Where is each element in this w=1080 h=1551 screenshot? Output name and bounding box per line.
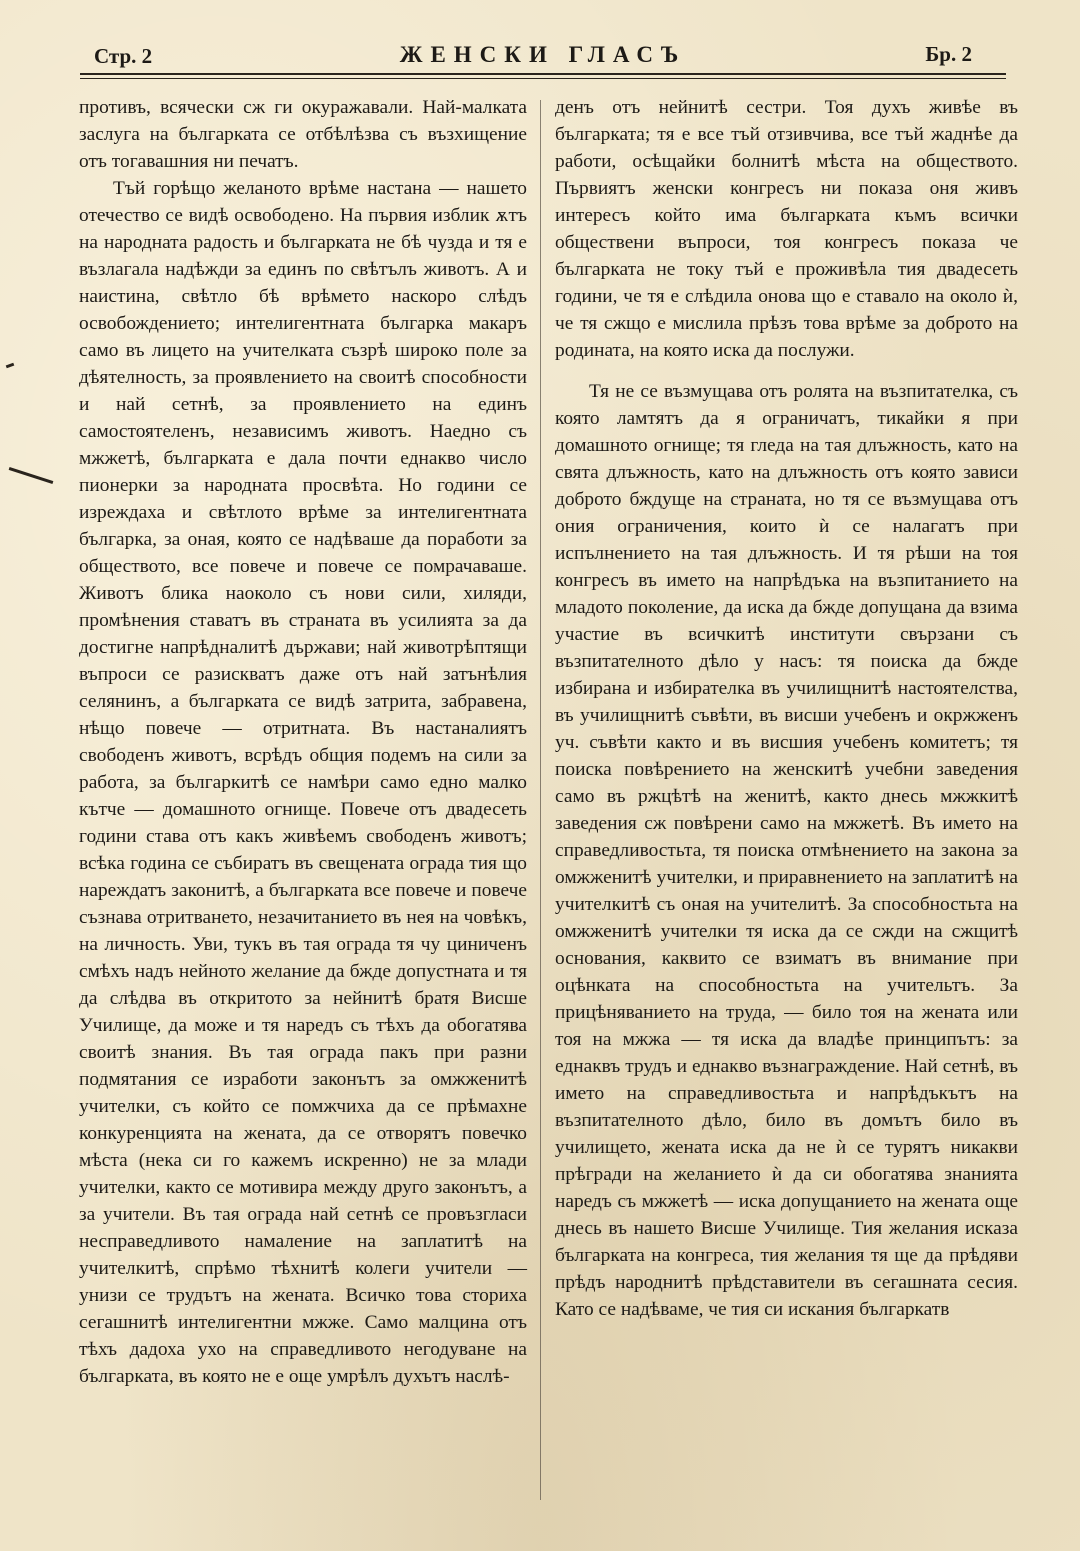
left-column	[79, 94, 527, 1390]
right-column	[555, 94, 1018, 1323]
paragraph: Тъй горѣщо желаното врѣме настана — нашето отечество се видѣ освободено. На първия изблик ѫтъ на народната радость и българката не бѣ чузда и тя е възлагала надѣжди за единъ по свѣтълъ животъ. А и наистина, свѣтло бѣ врѣмето наскоро слѣдъ освобождението; интелигентната българка макаръ само въ лицето на учителката съзрѣ широко поле за дѣятелность, за проявлението на своитѣ способности и най сетнѣ, за проявлението на единъ самостоятеленъ, независимъ животъ. Наедно съ мжжетѣ, българката е дала почти еднакво число пионерки за народната просвѣта. Но години се изреждаха и свѣтлото врѣме за интелигентната българка, за оная, която се надѣваше да поработи за обществото, все повече и повече се помрачаваше. Животъ блика наоколо съ нови сили, хиляди, промѣнения ставатъ въ страната въ усилията за да достигне напрѣдналитѣ държави; най животрѣптящи въпроси се разискватъ даже отъ най затънѣлия селянинъ, а българката се видѣ затрита, забравена, нѣщо повече — отритната. Въ настаналиятъ свободенъ животъ, всрѣдъ общия подемъ на сили за работа, за българкитѣ се намѣри само едно малко кътче — домашното огнище. Повече отъ двадесеть години става отъ какъ живѣемъ свободенъ животъ; всѣка година се събиратъ въ свещената ограда тия що нареждатъ законитѣ, а българката все повече и повече съзнава отритването, незачитанието въ нея на човѣкъ, на личность. Уви, тукъ въ тая ограда тя чу циниченъ смѣхъ надъ нейното желание да бжде допустната и тя да слѣдва въ откритото за нейнитѣ братя Висше Училище, да може и тя наредъ съ тѣхъ да обогатява своитѣ знания. Въ тая ограда пакъ при разни подмятания се изработи законътъ за омжженитѣ учителки, съ който се помжчиха да се прѣмахне конкуренцията на жената, да се отворятъ повечко мѣста (нека си го кажемъ искренно) не за млади учителки, както се мотивира между друго законътъ, а за учители. Въ тая ограда най сетнѣ се провъзгласи несправедливото намаление на заплатитѣ на учителкитѣ, спрѣмо тѣхнитѣ колеги учители — унизи се трудътъ на жената. Всичко това сториха сегашнитѣ интелигентни мжже. Само малцина отъ тѣхъ дадоха ухо на справедливото негодуване на българката, въ която не е още умрѣлъ духътъ наслѣ-	[79, 178, 527, 1387]
page-number: Стр. 2	[94, 44, 153, 68]
newspaper-title: ЖЕНСКИ ГЛАСЪ	[399, 42, 687, 67]
header-rule-thick	[80, 73, 1006, 75]
paragraph: противъ, всячески сж ги окуражавали. Най-малката заслуга на българката се отбѣлѣзва съ възхищение отъ тогавашния ни печатъ.	[79, 97, 527, 172]
margin-mark	[6, 363, 15, 369]
margin-mark	[9, 467, 54, 484]
paragraph-gap	[555, 364, 1018, 378]
paragraph: Тя не се възмущава отъ ролята на възпитателка, съ която ламтятъ да я ограничатъ, тикайки я при домашното огнище; тя гледа на тая длъжность, като на свята длъжность, като на длъжность отъ която зависи доброто бждуще на страната, но тя се възмущава отъ ония ограничения, които ѝ се налагатъ при испълнението на тая длъжность. И тя рѣши на тоя конгресъ въ името на напрѣдъка на възпитанието на младото поколение, да иска да бжде допущана да взима участие въ всичкитѣ институти свързани съ възпитателното дѣло у насъ: тя поиска да бжде избирана и избирателка въ училищнитѣ настоятелства, въ училищнитѣ съвѣти, въ висши учебенъ и окржженъ уч. съвѣти както и въ висшия учебенъ комитетъ; тя поиска повѣрението на женскитѣ учебни заведения само въ ржцѣтѣ на женитѣ, както днесь мжжкитѣ заведения сж повѣрени само на мжжетѣ. Въ името на справедливостьта, тя поиска отмѣнението на закона за омжженитѣ учителки, и приравнението на заплатитѣ на учителкитѣ съ оная на учителитѣ. За способностьта на омжженитѣ учителки тя иска да се сжди на сжщитѣ основания, каквито се взиматъ въ внимание при оцѣнката на способностьта на учительтъ. За прицѣняванието на труда, — било тоя на жената или тоя на мжжа — тя иска да владѣе принципътъ: за еднаквъ трудъ и еднакво възнаграждение. Най сетнѣ, въ името на справедливостьта и напрѣдъкътъ на възпитателното дѣло, било въ домътъ било въ училището, жената иска да не ѝ се турятъ никакви прѣгради на желанието ѝ да си обогатява знанията наредъ съ мжжетѣ — иска допущанието на жената още днесь въ нашето Висше Училище. Тия желания исказа българката на конгреса, тия желания тя ще да прѣдяви прѣдъ народнитѣ прѣдставители въ сегашната сесия. Като се надѣваме, че тия си искания българкатв	[555, 381, 1018, 1320]
header-rule-thin	[80, 78, 1006, 79]
paragraph: денъ отъ нейнитѣ сестри. Тоя духъ живѣе въ българката; тя е все тъй отзивчива, все тъй жаднѣе да работи, осѣщайки болнитѣ мѣста на обществото. Първиятъ женски конгресъ ни показа оня живъ интересъ който има българката къмъ всички обществени въпроси, тоя конгресъ показа че българката не току тъй е проживѣла тия двадесеть години, че тя е слѣдила онова що е ставало на около ѝ, че тя сжщо е мислила прѣзъ това врѣме за доброто на родината, на която иска да послужи.	[555, 97, 1018, 361]
column-divider	[540, 100, 541, 1500]
issue-number: Бр. 2	[925, 42, 972, 66]
page-header	[80, 40, 1006, 74]
